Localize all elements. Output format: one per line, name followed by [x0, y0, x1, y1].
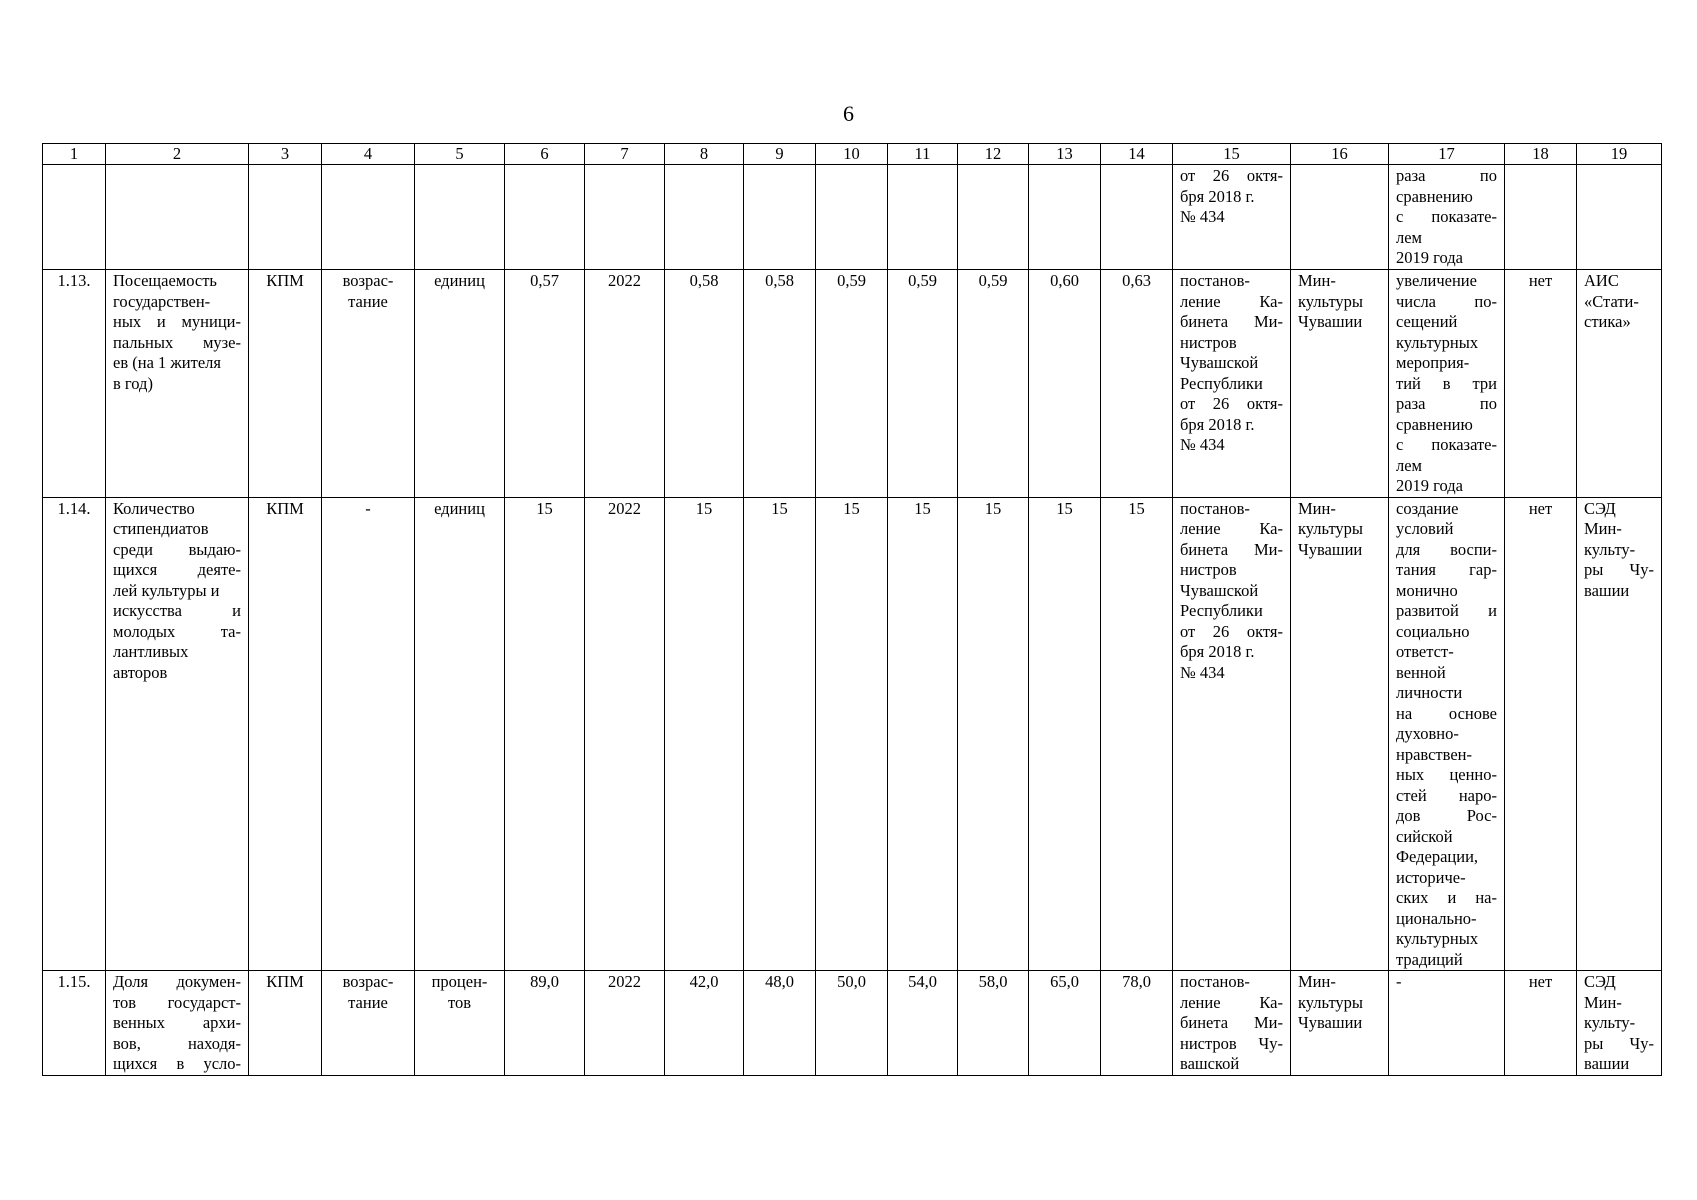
cell-line: ских и на-	[1396, 888, 1497, 907]
table-cell	[816, 165, 888, 270]
table-cell	[43, 270, 106, 498]
cell-line: 15	[536, 498, 553, 518]
table-cell	[1173, 497, 1291, 971]
table-cell	[1029, 497, 1101, 971]
cell-line: 1.15.	[57, 972, 91, 991]
header-cell: 6	[505, 144, 585, 165]
cell-line: стика»	[1584, 312, 1631, 331]
table-cell	[1291, 971, 1389, 1076]
cell-line: Чувашской	[1180, 353, 1259, 372]
table-body	[43, 144, 1662, 1076]
cell-line: с показате-	[1396, 207, 1497, 226]
cell-line: СЭД	[1584, 972, 1616, 991]
cell-line: № 434	[1180, 207, 1225, 226]
table-cell	[888, 497, 958, 971]
cell-line: историче-	[1396, 867, 1466, 887]
cell-line: в год)	[113, 373, 153, 393]
cell-line: постанов-	[1180, 972, 1250, 991]
cell-line: 2019 года	[1396, 476, 1463, 495]
cell-line: единиц	[434, 271, 485, 290]
cell-line: АИС	[1584, 271, 1619, 290]
cell-line: традиций	[1396, 949, 1463, 969]
cell-line: с показате-	[1396, 435, 1497, 454]
cell-line: 15	[984, 498, 1002, 518]
cell-line: 0,58	[689, 271, 719, 290]
cell-line: 0,59	[908, 271, 937, 290]
cell-line: 2022	[608, 498, 641, 518]
table-cell	[744, 497, 816, 971]
cell-line: ры Чу-	[1584, 560, 1654, 579]
cell-line: стей наро-	[1396, 785, 1497, 805]
cell-line: единиц	[434, 498, 485, 518]
table-cell	[1173, 270, 1291, 498]
table-cell	[322, 971, 415, 1076]
cell-line: культуры	[1298, 992, 1364, 1012]
cell-line: Республики	[1180, 373, 1263, 393]
header-cell: 11	[888, 144, 958, 165]
cell-line: 50,0	[837, 972, 866, 991]
cell-line: 0,60	[1050, 271, 1079, 290]
header-cell: 19	[1577, 144, 1662, 165]
cell-line: вов, находя-	[113, 1033, 241, 1053]
cell-line: 78,0	[1122, 972, 1151, 991]
header-cell: 18	[1505, 144, 1577, 165]
cell-line: нравствен-	[1396, 744, 1472, 764]
cell-line: среди выдаю-	[113, 539, 241, 559]
cell-line: Мин-	[1584, 519, 1622, 538]
header-cell: 1	[43, 144, 106, 165]
table-cell	[585, 165, 665, 270]
table-cell	[1505, 165, 1577, 270]
cell-line: 0,59	[978, 271, 1008, 290]
cell-line: ры Чу-	[1584, 1033, 1654, 1053]
table-cell	[249, 497, 322, 971]
cell-line: культурных	[1396, 929, 1479, 948]
cell-line: ев (на 1 жителя	[113, 353, 221, 372]
table-cell	[1577, 971, 1662, 1076]
table-cell	[888, 971, 958, 1076]
table-cell	[43, 165, 106, 270]
header-cell: 5	[415, 144, 505, 165]
header-cell: 12	[958, 144, 1029, 165]
cell-line: сещений	[1396, 312, 1458, 331]
cell-line: монично	[1396, 580, 1458, 600]
table-cell	[958, 971, 1029, 1076]
cell-line: государствен-	[113, 291, 211, 311]
cell-line: социально	[1396, 621, 1470, 641]
table-cell	[1389, 270, 1505, 498]
cell-line: «Стати-	[1584, 291, 1639, 311]
cell-line: на основе	[1396, 703, 1497, 723]
table-cell	[744, 165, 816, 270]
cell-line: раза по	[1396, 166, 1497, 185]
cell-line: нистров	[1180, 332, 1237, 352]
table-cell	[322, 270, 415, 498]
table-cell	[585, 497, 665, 971]
cell-line: 0,63	[1122, 271, 1151, 290]
cell-line: 0,57	[530, 271, 559, 290]
table-cell	[249, 165, 322, 270]
cell-line: тов государст-	[113, 992, 241, 1012]
table-cell	[665, 971, 744, 1076]
table-cell	[744, 971, 816, 1076]
cell-line: Количество	[113, 498, 195, 518]
cell-line: Доля докумен-	[113, 972, 241, 991]
table-cell	[249, 971, 322, 1076]
cell-line: нистров	[1180, 560, 1237, 579]
table-cell	[1505, 971, 1577, 1076]
cell-line: молодых та-	[113, 621, 241, 641]
cell-line: Мин-	[1298, 498, 1336, 518]
table-cell	[106, 497, 249, 971]
cell-line: от 26 октя-	[1180, 394, 1283, 413]
table-cell	[1577, 270, 1662, 498]
cell-line: для воспи-	[1396, 539, 1497, 559]
cell-line: процен-	[431, 972, 488, 991]
cell-line: ных и муници-	[113, 312, 241, 331]
cell-line: сийской	[1396, 826, 1453, 846]
cell-line: мероприя-	[1396, 353, 1470, 372]
cell-line: КПМ	[266, 271, 304, 290]
table-cell	[585, 971, 665, 1076]
cell-line: 2022	[608, 972, 641, 991]
cell-line: лем	[1396, 227, 1422, 247]
table-row	[43, 971, 1662, 1076]
table-cell	[1173, 971, 1291, 1076]
header-cell: 17	[1389, 144, 1505, 165]
header-cell: 13	[1029, 144, 1101, 165]
cell-line: стипендиатов	[113, 519, 209, 538]
cell-line: лем	[1396, 455, 1422, 475]
cell-line: 0,59	[837, 271, 866, 290]
cell-line: вашской	[1180, 1054, 1240, 1073]
table-cell	[585, 270, 665, 498]
table-cell	[505, 165, 585, 270]
cell-line: бря 2018 г.	[1180, 642, 1255, 661]
cell-line: № 434	[1180, 662, 1225, 682]
cell-line: 15	[843, 498, 860, 518]
cell-line: ление Ка-	[1180, 291, 1283, 311]
cell-line: 2019 года	[1396, 248, 1463, 267]
table-cell	[322, 497, 415, 971]
header-cell: 8	[665, 144, 744, 165]
header-cell: 16	[1291, 144, 1389, 165]
header-row	[43, 144, 1662, 165]
table-cell	[249, 270, 322, 498]
cell-line: сравнению	[1396, 186, 1473, 206]
cell-line: авторов	[113, 662, 168, 682]
cell-line: пальных музе-	[113, 332, 241, 352]
cell-line: сравнению	[1396, 414, 1473, 434]
cell-line: ционально-	[1396, 908, 1477, 928]
cell-line: СЭД	[1584, 498, 1616, 518]
cell-line: Чувашской	[1180, 580, 1259, 600]
cell-line: лантливых	[113, 642, 189, 661]
table-cell	[1029, 270, 1101, 498]
cell-line: ление Ка-	[1180, 992, 1283, 1012]
cell-line: КПМ	[266, 498, 304, 518]
table-cell	[1389, 497, 1505, 971]
cell-line: 15	[695, 498, 713, 518]
table-cell	[1101, 971, 1173, 1076]
cell-line: щихся деяте-	[113, 560, 241, 579]
table-cell	[43, 971, 106, 1076]
cell-line: бря 2018 г.	[1180, 186, 1255, 206]
cell-line: возрас-	[342, 271, 394, 290]
cell-line: числа по-	[1396, 291, 1497, 311]
cell-line: тов	[447, 992, 472, 1012]
cell-line: постанов-	[1180, 498, 1250, 518]
cell-line: -	[1396, 972, 1402, 991]
header-cell: 14	[1101, 144, 1173, 165]
cell-line: ных ценно-	[1396, 765, 1497, 784]
cell-line: -	[365, 498, 371, 518]
cell-line: бинета Ми-	[1180, 539, 1283, 559]
table-cell	[958, 270, 1029, 498]
cell-line: Мин-	[1298, 972, 1336, 991]
table-cell	[1389, 165, 1505, 270]
cell-line: от 26 октя-	[1180, 166, 1283, 185]
cell-line: 48,0	[765, 972, 794, 991]
cell-line: тий в три	[1396, 373, 1497, 393]
table-row	[43, 497, 1662, 971]
cell-line: Мин-	[1584, 992, 1622, 1012]
cell-line: Чувашии	[1298, 1013, 1363, 1032]
header-cell: 10	[816, 144, 888, 165]
table-cell	[1029, 971, 1101, 1076]
cell-line: условий	[1396, 519, 1454, 538]
cell-line: Федерации,	[1396, 847, 1479, 866]
cell-line: бинета Ми-	[1180, 312, 1283, 331]
cell-line: № 434	[1180, 435, 1225, 454]
table-cell	[958, 497, 1029, 971]
table-cell	[415, 165, 505, 270]
cell-line: Чувашии	[1298, 312, 1363, 331]
cell-line: нет	[1528, 972, 1553, 991]
cell-line: бря 2018 г.	[1180, 414, 1255, 434]
cell-line: 0,58	[765, 271, 794, 290]
cell-line: 2022	[608, 271, 641, 290]
table-cell	[505, 270, 585, 498]
table-cell	[415, 270, 505, 498]
cell-line: Республики	[1180, 601, 1263, 620]
table-row	[43, 270, 1662, 498]
cell-line: 15	[1128, 498, 1145, 518]
cell-line: нет	[1528, 271, 1553, 290]
table-cell	[322, 165, 415, 270]
cell-line: культурных	[1396, 332, 1479, 352]
header-cell: 2	[106, 144, 249, 165]
cell-line: личности	[1396, 683, 1463, 702]
cell-line: от 26 октя-	[1180, 621, 1283, 641]
page-number: 6	[843, 101, 854, 126]
cell-line: искусства и	[113, 601, 241, 620]
table-cell	[1505, 497, 1577, 971]
cell-line: 1.14.	[57, 498, 91, 518]
table-cell	[43, 497, 106, 971]
cell-line: 58,0	[978, 972, 1008, 991]
cell-line: 42,0	[689, 972, 719, 991]
cell-line: увеличение	[1396, 271, 1477, 290]
cell-line: культу-	[1584, 1013, 1636, 1032]
table-cell	[106, 165, 249, 270]
cell-line: постанов-	[1180, 271, 1250, 290]
cell-line: 15	[771, 498, 788, 518]
cell-line: лей культуры и	[113, 580, 220, 600]
cell-line: дов Рос-	[1396, 806, 1497, 825]
table-cell	[505, 497, 585, 971]
table-cell	[816, 497, 888, 971]
cell-line: вашии	[1584, 580, 1630, 600]
cell-line: развитой и	[1396, 601, 1497, 620]
cell-line: 15	[1056, 498, 1073, 518]
table-cell	[816, 270, 888, 498]
cell-line: венных архи-	[113, 1013, 241, 1032]
table-cell	[505, 971, 585, 1076]
table-cell	[888, 165, 958, 270]
table-cell	[1577, 497, 1662, 971]
cell-line: Мин-	[1298, 271, 1336, 290]
table-cell	[744, 270, 816, 498]
cell-line: нет	[1528, 498, 1553, 518]
table-cell	[1577, 165, 1662, 270]
cell-line: Чувашии	[1298, 539, 1363, 559]
table-cell	[958, 165, 1029, 270]
cell-line: создание	[1396, 498, 1459, 518]
table-cell	[1291, 270, 1389, 498]
cell-line: 65,0	[1050, 972, 1079, 991]
table-cell	[1173, 165, 1291, 270]
table-cell	[1101, 165, 1173, 270]
table-row	[43, 165, 1662, 270]
cell-line: 89,0	[530, 972, 559, 991]
header-cell: 15	[1173, 144, 1291, 165]
cell-line: культу-	[1584, 539, 1636, 559]
table-cell	[1101, 270, 1173, 498]
cell-line: 15	[914, 498, 931, 518]
cell-line: тание	[348, 992, 388, 1012]
table-cell	[1101, 497, 1173, 971]
header-cell: 7	[585, 144, 665, 165]
cell-line: раза по	[1396, 394, 1497, 413]
table-cell	[1291, 165, 1389, 270]
cell-line: 54,0	[908, 972, 937, 991]
table-cell	[665, 270, 744, 498]
cell-line: венной	[1396, 662, 1446, 682]
cell-line: тание	[348, 291, 388, 311]
cell-line: Посещаемость	[113, 271, 217, 290]
cell-line: возрас-	[342, 972, 394, 991]
cell-line: КПМ	[266, 972, 304, 991]
cell-line: культуры	[1298, 291, 1364, 311]
cell-line: нистров Чу-	[1180, 1033, 1283, 1053]
table-cell	[106, 270, 249, 498]
table-cell	[665, 165, 744, 270]
cell-line: культуры	[1298, 519, 1364, 538]
table-cell	[415, 497, 505, 971]
table-cell	[1505, 270, 1577, 498]
cell-line: духовно-	[1396, 724, 1459, 743]
cell-line: тания гар-	[1396, 560, 1497, 579]
cell-line: ление Ка-	[1180, 519, 1283, 538]
table-cell	[888, 270, 958, 498]
table-cell	[665, 497, 744, 971]
cell-line: ответст-	[1396, 642, 1454, 661]
cell-line: щихся в усло-	[113, 1054, 241, 1073]
table-cell	[816, 971, 888, 1076]
table-cell	[1389, 971, 1505, 1076]
cell-line: бинета Ми-	[1180, 1013, 1283, 1032]
table-cell	[1291, 497, 1389, 971]
cell-line: 1.13.	[57, 271, 91, 290]
table-cell	[1029, 165, 1101, 270]
table-cell	[106, 971, 249, 1076]
header-cell: 4	[322, 144, 415, 165]
header-cell: 9	[744, 144, 816, 165]
table-cell	[415, 971, 505, 1076]
cell-line: вашии	[1584, 1054, 1630, 1073]
header-cell: 3	[249, 144, 322, 165]
indicators-table	[42, 143, 1662, 1076]
